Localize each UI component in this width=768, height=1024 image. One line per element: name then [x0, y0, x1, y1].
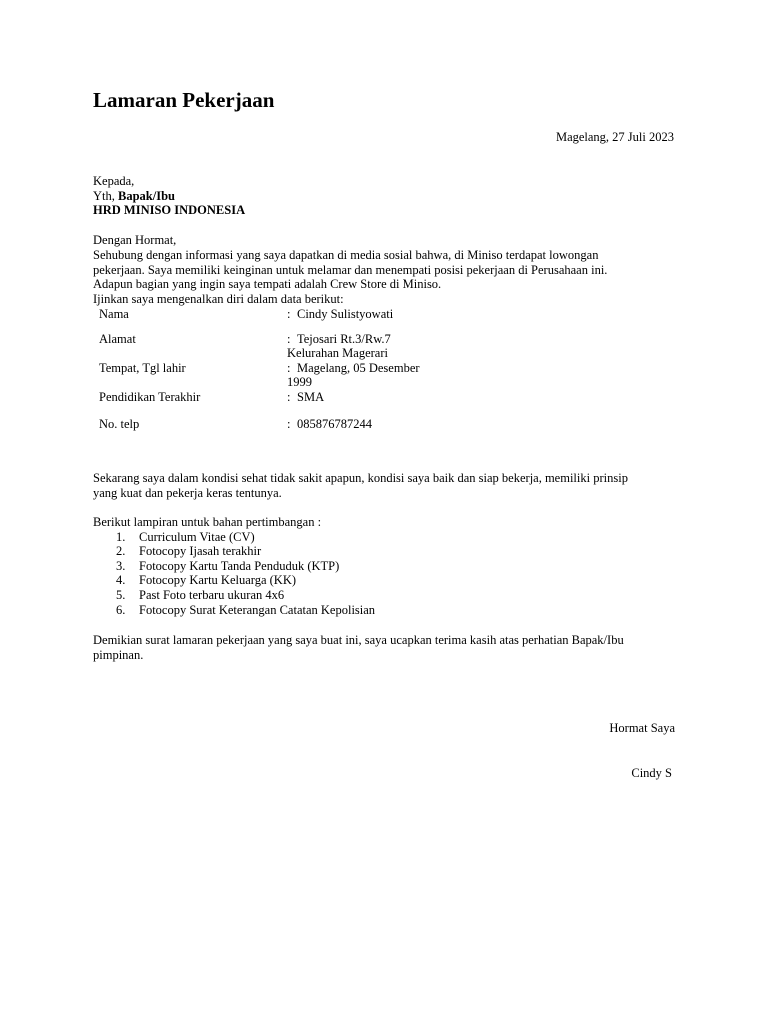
- intro-line: Adapun bagian yang ingin saya tempati adalah Crew Store di Miniso.: [93, 277, 442, 291]
- data-label-ttl: Tempat, Tgl lahir: [99, 361, 186, 375]
- list-item: Fotocopy Kartu Keluarga (KK): [139, 573, 297, 587]
- closing-line: pimpinan.: [93, 648, 144, 662]
- data-value-alamat-cont: Kelurahan Magerari: [287, 346, 388, 360]
- list-item: Fotocopy Ijasah terakhir: [139, 544, 262, 558]
- sign-off: Hormat Saya: [609, 721, 675, 735]
- recipient-company: HRD MINISO INDONESIA: [93, 203, 246, 217]
- intro-line: Sehubung dengan informasi yang saya dapatkan di media sosial bahwa, di Miniso terdapat lowongan: [93, 248, 599, 262]
- list-item-number: 5.: [116, 588, 126, 602]
- data-label-telp: No. telp: [99, 417, 140, 431]
- signature-name: Cindy S: [631, 766, 672, 780]
- list-item-number: 4.: [116, 573, 126, 587]
- data-value-nama: : Cindy Sulistyowati: [287, 307, 394, 321]
- list-item: Fotocopy Kartu Tanda Penduduk (KTP): [139, 559, 340, 573]
- health-line: Sekarang saya dalam kondisi sehat tidak sakit apapun, kondisi saya baik dan siap bekerja, memiliki prinsip: [93, 471, 628, 485]
- list-item: Curriculum Vitae (CV): [139, 530, 255, 544]
- recipient-yth-name: Bapak/Ibu: [118, 189, 175, 203]
- place-date: Magelang, 27 Juli 2023: [555, 130, 674, 144]
- list-item-number: 6.: [116, 603, 126, 617]
- list-item: Fotocopy Surat Keterangan Catatan Kepolisian: [139, 603, 376, 617]
- data-label-alamat: Alamat: [99, 332, 136, 346]
- data-value-alamat: : Tejosari Rt.3/Rw.7: [287, 332, 391, 346]
- greeting: Dengan Hormat,: [93, 233, 177, 247]
- closing-line: Demikian surat lamaran pekerjaan yang saya buat ini, saya ucapkan terima kasih atas perhatian Bapak/Ibu: [93, 633, 624, 647]
- document-title: Lamaran Pekerjaan: [93, 88, 275, 112]
- recipient-yth: [93, 189, 175, 204]
- data-value-ttl: : Magelang, 05 Desember: [287, 361, 420, 375]
- attachments-intro: Berikut lampiran untuk bahan pertimbangan :: [93, 515, 322, 529]
- data-value-telp: : 085876787244: [287, 417, 372, 431]
- recipient-yth-prefix: Yth,: [93, 189, 118, 203]
- data-value-pendidikan: : SMA: [287, 390, 325, 404]
- list-item-number: 2.: [116, 544, 126, 558]
- data-label-nama: Nama: [99, 307, 129, 321]
- list-item: Past Foto terbaru ukuran 4x6: [139, 588, 285, 602]
- list-item-number: 1.: [116, 530, 126, 544]
- intro-line: Ijinkan saya mengenalkan diri dalam data berikut:: [93, 292, 344, 306]
- list-item-number: 3.: [116, 559, 126, 573]
- intro-line: pekerjaan. Saya memiliki keinginan untuk melamar dan menempati posisi pekerjaan di Perusahaan ini.: [93, 263, 608, 277]
- recipient-kepada: Kepada,: [93, 174, 135, 188]
- data-value-ttl-cont: 1999: [287, 375, 312, 389]
- data-label-pendidikan: Pendidikan Terakhir: [99, 390, 201, 404]
- health-line: yang kuat dan pekerja keras tentunya.: [93, 486, 282, 500]
